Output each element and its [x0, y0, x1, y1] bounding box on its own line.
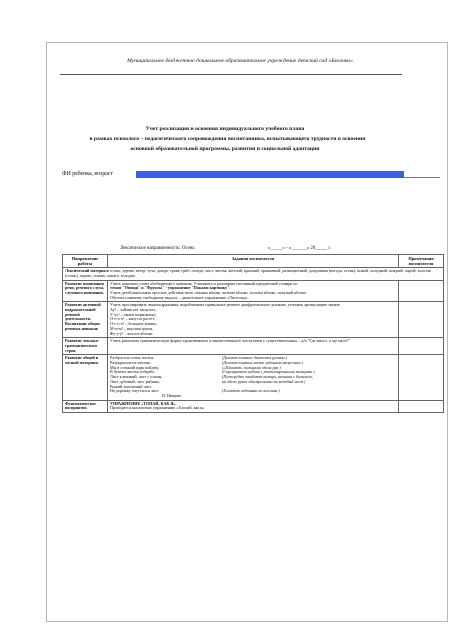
poem-text: Мы в осенний парк пойдём,	[110, 364, 159, 370]
table-header-row	[63, 255, 444, 268]
poem-cell	[108, 355, 399, 400]
poem-text: Разбросала осень листья,	[110, 355, 155, 361]
table-row	[63, 338, 444, 355]
fio-underline	[404, 177, 440, 178]
poem-author: Н. Нищева	[162, 393, 181, 398]
table-row	[63, 302, 444, 338]
task-line: У-ух! – тянем морковочку,	[110, 311, 157, 317]
date-field: «_____» - « ______» 20_____ г.	[268, 246, 331, 251]
plan-table	[62, 254, 444, 413]
table-row	[63, 355, 444, 400]
header-tasks: Задания воспитателя	[108, 255, 399, 268]
header-notes: Примечания воспитателя	[399, 255, 444, 268]
table-row	[63, 268, 444, 280]
task-line: Обучать плавному свободному выдоху – дыхательное упражнение «Листопад».	[110, 294, 249, 300]
poem-text: В букеты листья соберём.	[110, 369, 155, 375]
poem-text: На дорожку опустился лист.	[110, 388, 160, 394]
row-direction: Фонематическое восприятие.	[63, 400, 108, 412]
poem-text: Лист дубовый, лист рябины,	[110, 378, 160, 384]
table-row	[63, 280, 444, 302]
row-notes[interactable]	[399, 355, 444, 400]
row-notes[interactable]	[399, 338, 444, 355]
row-direction: Развитие понимания речи, речевого слуха, слухового внимания.	[63, 280, 108, 302]
header-direction: Направление работы	[63, 255, 108, 268]
lexical-material-cell	[63, 268, 444, 280]
task-line: О-г-о-о! – большие тыквы,	[110, 321, 157, 327]
lexical-material-text: осень, дерево, ветер, туча, дождь, трава, гриб, погода, лист, листья, жёлтый, красный, оранжевый, разноцветный, дождливая (погода, осень), ясный, холодный, мокрый, сырой, золотая (осень), падать, сыпать, капать, холодно.	[65, 268, 431, 278]
poem-line	[110, 389, 396, 394]
title-line-2: в рамках психолого – педагогического сопровождения воспитанника, испытывающего трудности в освоении	[89, 136, 366, 142]
task-line: Проводится аналогично упражнению «Хлопай, как я».	[110, 405, 206, 411]
row-tasks	[108, 338, 399, 355]
poem-action: (Делают плавные мазки ладонями вверх-вниз.)	[222, 360, 303, 366]
fio-input-field[interactable]	[136, 171, 404, 178]
fio-label: ФИ ребенка, возраст	[62, 171, 113, 177]
task-line: Учить понимать слова обобщающего значения. Учитывать и расширять пассивный предметный словарь по	[110, 280, 298, 286]
row-direction: Развитие общей и мелкой моторики.	[63, 355, 108, 400]
row-tasks	[108, 280, 399, 302]
row-direction: Развитие лексико-грамматического строя.	[63, 338, 108, 355]
poem-text: Разукрасила их кистью.	[110, 360, 152, 366]
task-line: М-м-м! – вкусная груша,	[110, 325, 154, 331]
task-line: темам "Овощи" и "Фрукты" - упражнение "Покажи картинку".	[110, 285, 231, 291]
lexical-direction: Лексическое направленность: Осень	[120, 246, 195, 251]
poem-action: (Делают плавные движения руками.)	[222, 355, 287, 361]
poem-action: (Скрещивают ладони с растопыренными пальцами.)	[222, 369, 315, 375]
poem-text: Рыжий тополиный лист	[110, 383, 152, 389]
row-tasks	[108, 302, 399, 338]
task-line: Фу-у-у! – кислое яблоко.	[110, 330, 154, 336]
task-line: Учить проговаривать звукоподражания, вырабатывать правильное речевое диафрагмальное дыхание, уточнять артикуляцию звуков:	[110, 302, 341, 308]
task-line: Учить детей выполнять простые действия типа: покажи яблоко, возьми яблоко, положи яблоко, покушай яблоко.	[110, 289, 307, 295]
poem-action: (Поочерёдно загибают пальцы, начиная с большого,	[222, 374, 314, 380]
title-line-3: основной образовательной программы, развитии и социальной адаптации	[130, 146, 320, 152]
title-line-1: Учет реализации и освоения индивидуального учебного плана	[145, 126, 305, 132]
header-rule	[60, 74, 402, 75]
row-notes[interactable]	[399, 302, 444, 338]
poem-action: («Шагают» пальцами обеих рук.)	[222, 364, 281, 370]
row-tasks	[108, 400, 399, 412]
row-notes[interactable]	[399, 280, 444, 302]
organization-name: Муниципальное бюджетное дошкольное образовательное учреждение детский сад «Белочка»	[127, 58, 353, 64]
task-line: Ау! – зайчик кот заскучал,	[110, 307, 156, 313]
task-line: УПРАЖНЕНИЕ «ТОПАЙ, КАК Я».	[110, 400, 177, 406]
task-line: О-о-о-о! – капуста растет,	[110, 316, 155, 322]
task-line: Учить различать грамматическую форму единственного и множественного числа имен у существительных – д/и "Где много, а где мало?".	[110, 338, 352, 344]
row-direction: Развитие активной подражательной речевой деятельности. Воспитание общих речевых навыков	[63, 302, 108, 338]
table-row	[63, 400, 444, 412]
poem-text: Лист кленовый, лист с осины,	[110, 374, 163, 380]
row-notes[interactable]	[399, 400, 444, 412]
poem-action: (Хлопают ладонями по коленям.)	[222, 388, 280, 394]
lexical-material-label: Лексический материал:	[65, 268, 110, 274]
poem-action: на обеих руках одновременно на каждый лист.)	[222, 378, 306, 384]
